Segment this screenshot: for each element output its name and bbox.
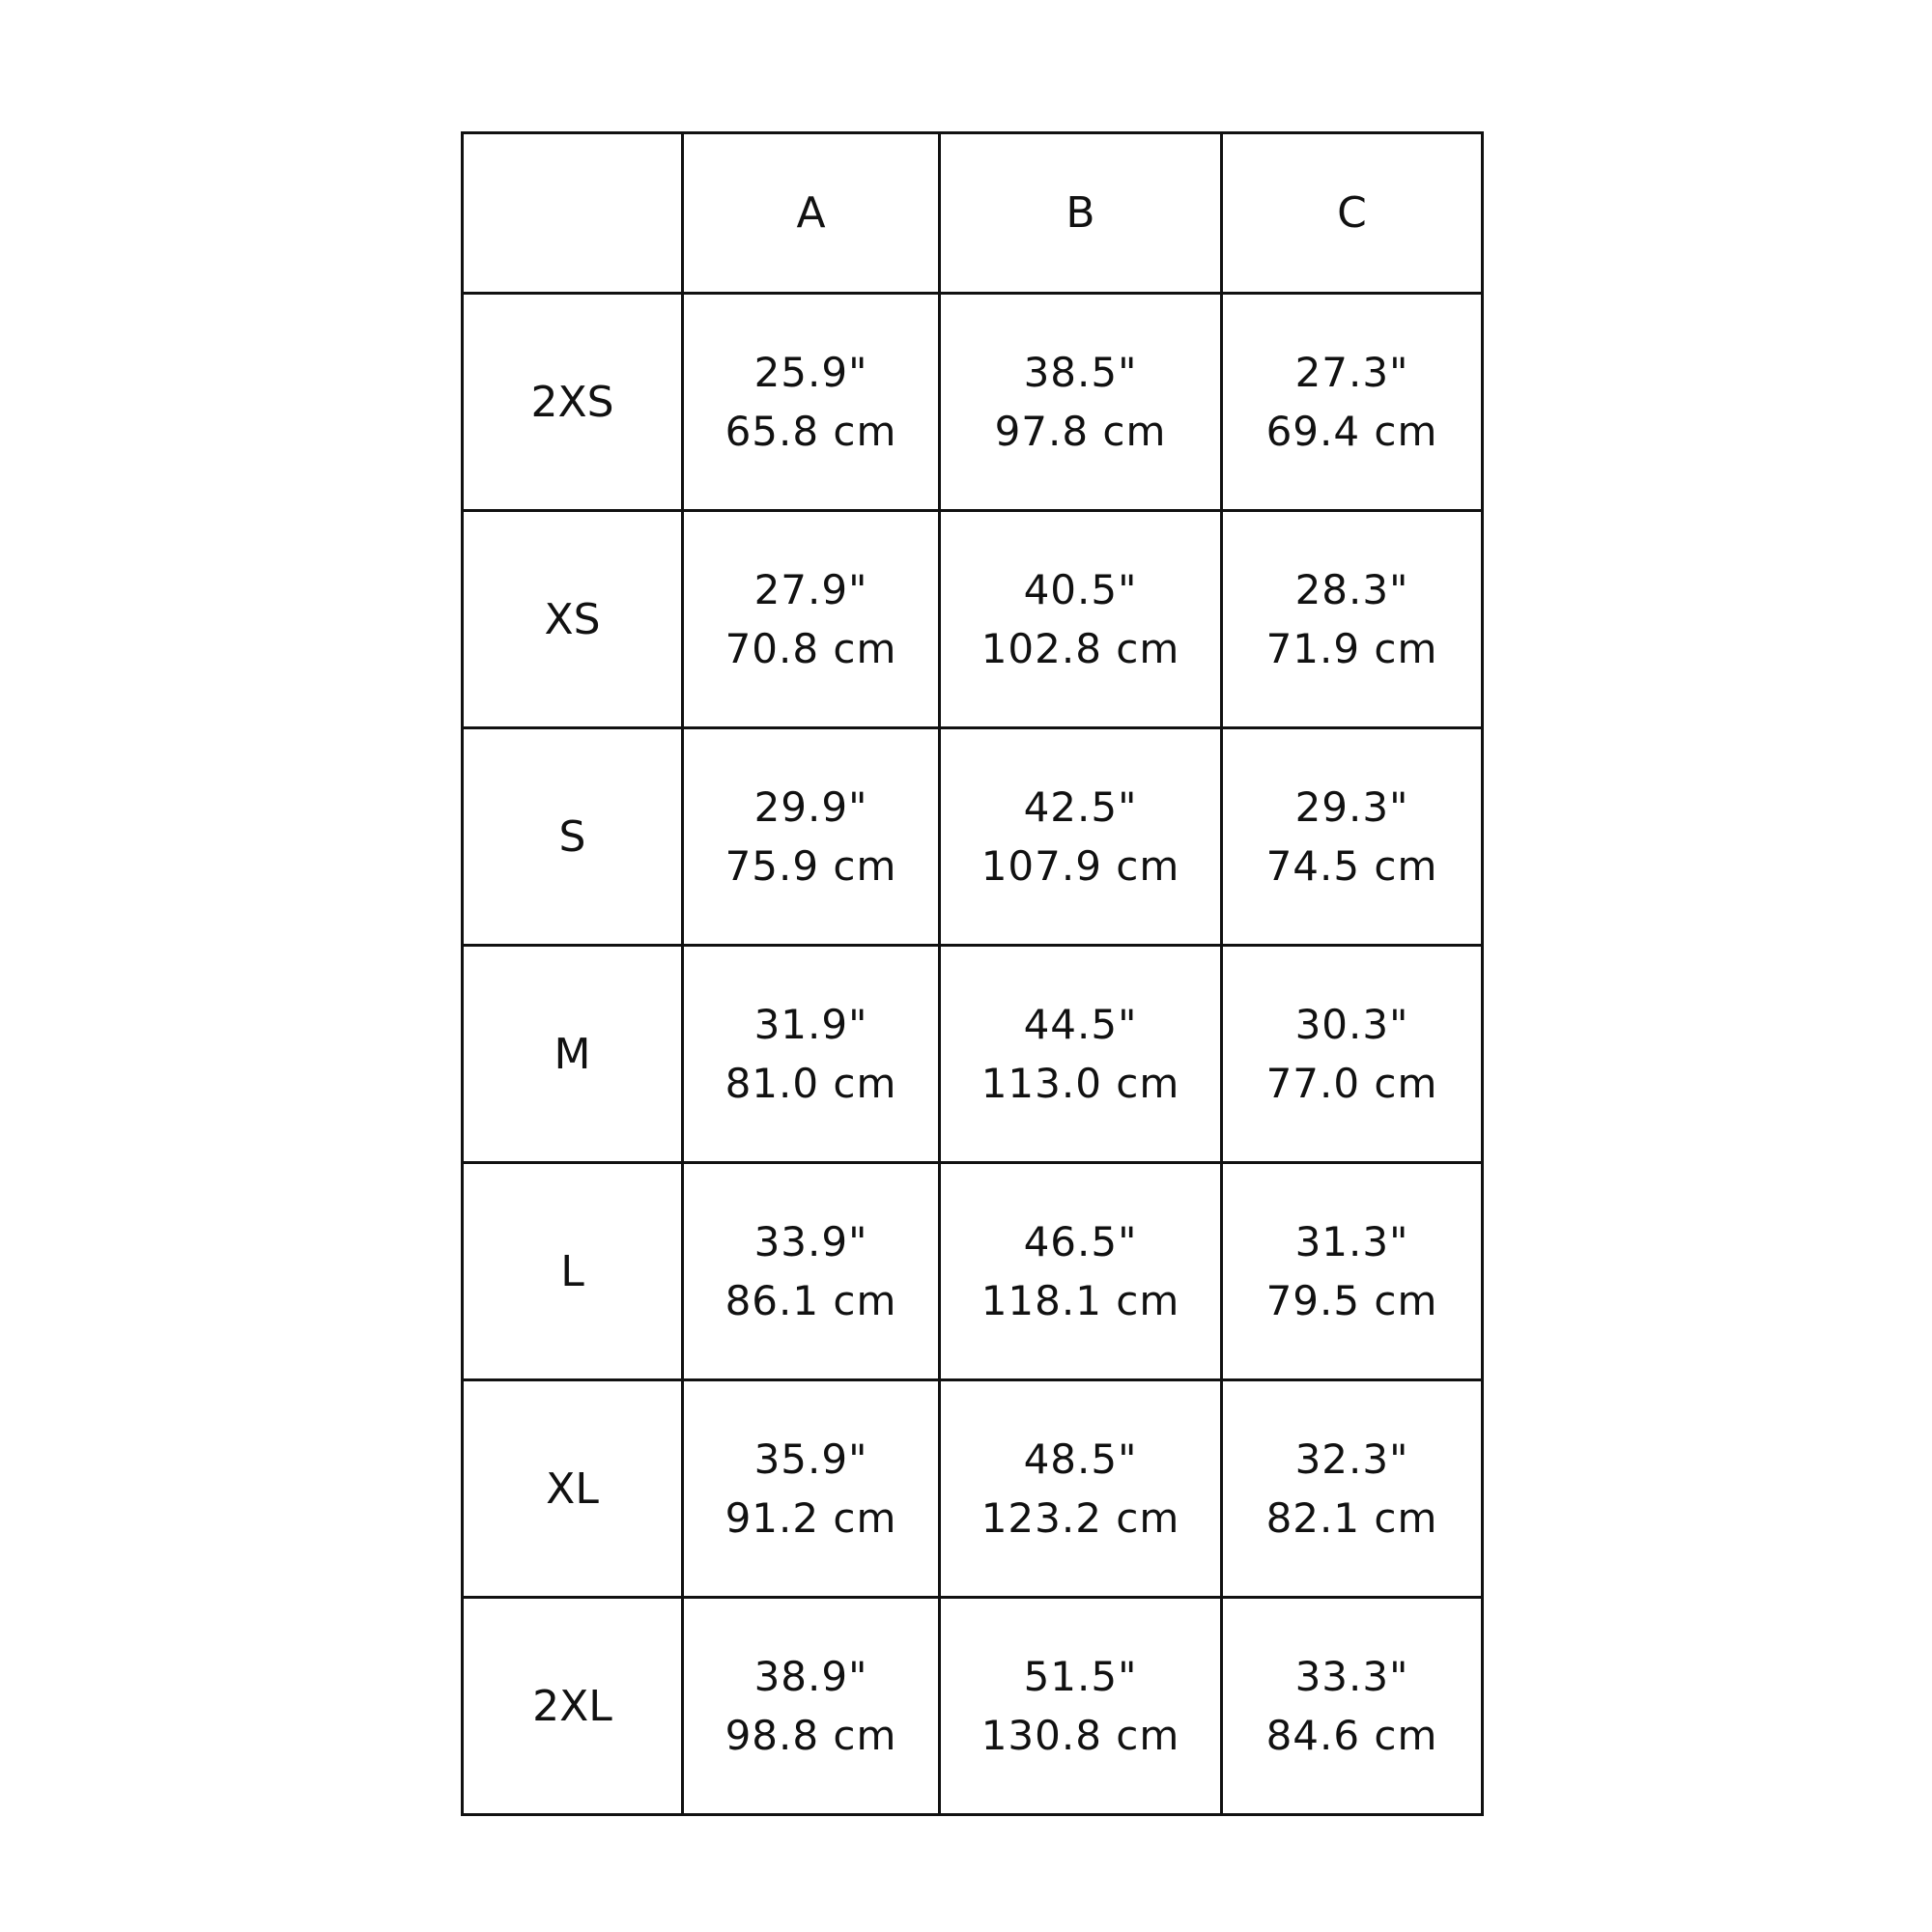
measurement-cell-b xyxy=(940,946,1222,1163)
size-label: M xyxy=(463,946,683,1163)
measurement-cell-c xyxy=(1222,1380,1483,1598)
inch-value: 40.5" xyxy=(1023,566,1138,613)
size-label: 2XL xyxy=(463,1598,683,1815)
size-label: XS xyxy=(463,511,683,728)
header-corner-cell xyxy=(463,133,683,294)
cm-value: 118.1 cm xyxy=(980,1277,1180,1324)
cm-value: 74.5 cm xyxy=(1265,842,1438,890)
cm-value: 82.1 cm xyxy=(1265,1494,1438,1542)
inch-value: 35.9" xyxy=(753,1435,868,1483)
size-label: S xyxy=(463,728,683,946)
measurement-cell-c xyxy=(1222,1163,1483,1380)
cm-value: 79.5 cm xyxy=(1265,1277,1438,1324)
cm-value: 102.8 cm xyxy=(980,625,1180,672)
inch-value: 31.9" xyxy=(753,1001,868,1048)
table-row xyxy=(463,1598,1483,1815)
measurement-cell-a xyxy=(683,511,940,728)
inch-value: 51.5" xyxy=(1023,1653,1138,1700)
cm-value: 71.9 cm xyxy=(1265,625,1438,672)
cm-value: 107.9 cm xyxy=(980,842,1180,890)
measurement-cell-b xyxy=(940,511,1222,728)
table-row xyxy=(463,511,1483,728)
inch-value: 33.9" xyxy=(753,1218,868,1265)
header-column-b: B xyxy=(940,133,1222,294)
header-row xyxy=(463,133,1483,294)
cm-value: 70.8 cm xyxy=(724,625,897,672)
cm-value: 98.8 cm xyxy=(724,1712,897,1759)
measurement-cell-b xyxy=(940,728,1222,946)
header-column-c: C xyxy=(1222,133,1483,294)
inch-value: 38.5" xyxy=(1023,349,1138,396)
measurement-cell-b xyxy=(940,294,1222,511)
inch-value: 25.9" xyxy=(753,349,868,396)
size-chart-table xyxy=(461,131,1484,1816)
measurement-cell-c xyxy=(1222,946,1483,1163)
inch-value: 27.3" xyxy=(1294,349,1409,396)
cm-value: 81.0 cm xyxy=(724,1060,897,1107)
inch-value: 42.5" xyxy=(1023,783,1138,831)
inch-value: 48.5" xyxy=(1023,1435,1138,1483)
table-row xyxy=(463,1380,1483,1598)
measurement-cell-a xyxy=(683,1598,940,1815)
measurement-cell-a xyxy=(683,728,940,946)
table-row xyxy=(463,1163,1483,1380)
measurement-cell-a xyxy=(683,1163,940,1380)
header-column-a: A xyxy=(683,133,940,294)
cm-value: 69.4 cm xyxy=(1265,408,1438,455)
inch-value: 28.3" xyxy=(1294,566,1409,613)
inch-value: 29.9" xyxy=(753,783,868,831)
size-label: 2XS xyxy=(463,294,683,511)
cm-value: 130.8 cm xyxy=(980,1712,1180,1759)
cm-value: 91.2 cm xyxy=(724,1494,897,1542)
inch-value: 29.3" xyxy=(1294,783,1409,831)
size-label: XL xyxy=(463,1380,683,1598)
measurement-cell-c xyxy=(1222,1598,1483,1815)
measurement-cell-c xyxy=(1222,294,1483,511)
table-row xyxy=(463,728,1483,946)
inch-value: 33.3" xyxy=(1294,1653,1409,1700)
cm-value: 97.8 cm xyxy=(994,408,1167,455)
cm-value: 113.0 cm xyxy=(980,1060,1180,1107)
measurement-cell-b xyxy=(940,1380,1222,1598)
measurement-cell-a xyxy=(683,946,940,1163)
inch-value: 44.5" xyxy=(1023,1001,1138,1048)
cm-value: 65.8 cm xyxy=(724,408,897,455)
size-label: L xyxy=(463,1163,683,1380)
cm-value: 75.9 cm xyxy=(724,842,897,890)
inch-value: 38.9" xyxy=(753,1653,868,1700)
inch-value: 32.3" xyxy=(1294,1435,1409,1483)
measurement-cell-a xyxy=(683,1380,940,1598)
measurement-cell-c xyxy=(1222,511,1483,728)
measurement-cell-c xyxy=(1222,728,1483,946)
measurement-cell-b xyxy=(940,1163,1222,1380)
measurement-cell-b xyxy=(940,1598,1222,1815)
inch-value: 31.3" xyxy=(1294,1218,1409,1265)
table-row xyxy=(463,294,1483,511)
cm-value: 123.2 cm xyxy=(980,1494,1180,1542)
inch-value: 46.5" xyxy=(1023,1218,1138,1265)
inch-value: 30.3" xyxy=(1294,1001,1409,1048)
measurement-cell-a xyxy=(683,294,940,511)
table-row xyxy=(463,946,1483,1163)
cm-value: 77.0 cm xyxy=(1265,1060,1438,1107)
inch-value: 27.9" xyxy=(753,566,868,613)
cm-value: 86.1 cm xyxy=(724,1277,897,1324)
cm-value: 84.6 cm xyxy=(1265,1712,1438,1759)
